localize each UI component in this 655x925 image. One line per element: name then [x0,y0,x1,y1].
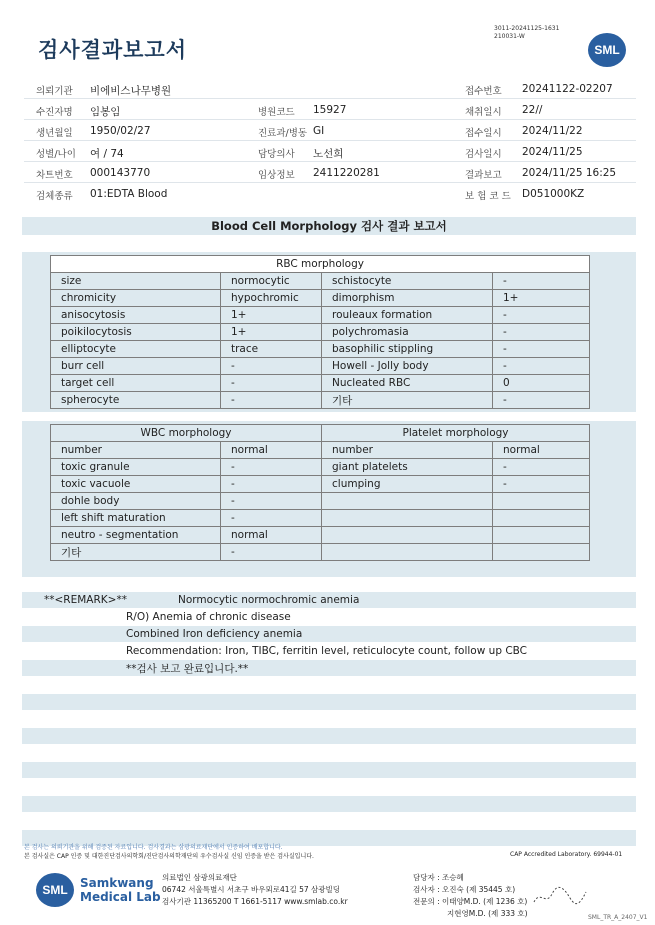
info-row: 의뢰기관 비에비스나무병원 접수번호 20241122-02207 [24,78,636,99]
platelet-header: Platelet morphology [322,425,590,442]
table-row: toxic granule - giant platelets - [51,459,590,476]
rbc-morphology-table [50,255,590,409]
stripe-band [22,762,636,778]
info-row: 검체종류 01:EDTA Blood 보 험 코 드 D051000KZ [36,188,585,202]
stripe-band [22,660,636,676]
form-code: SML_TR_A_2407_V1 [588,914,648,921]
stripe-band [22,694,636,710]
remark-line: Normocytic normochromic anemia [178,594,360,606]
report-title: 검사결과보고서 [38,38,188,62]
table-row: 기타 - [51,544,590,561]
signature-mark [530,880,590,910]
wbc-header: WBC morphology [51,425,322,442]
sml-logo: SML [36,873,74,907]
table-row: neutro - segmentation normal [51,527,590,544]
table-row: dohle body - [51,493,590,510]
table-row: target cell - Nucleated RBC 0 [51,375,590,392]
footer-notice: 본 검사실은 CAP 인증 및 대한진단검사의학회/진단검사의학재단의 우수검사실 신임 인증을 받은 검사실입니다. [24,853,314,860]
info-row: 생년월일 1950/02/27 진료과/병동 GI 접수일시 2024/11/22 [24,120,636,141]
table-row: burr cell - Howell - Jolly body - [51,358,590,375]
info-row: 차트번호 000143770 임상정보 2411220281 결과보고 2024/11/25 16:25 [24,162,636,183]
info-row: 성별/나이 여 / 74 담당의사 노선희 검사일시 2024/11/25 [24,141,636,162]
footer-notice: 본 검사는 의뢰기관을 위해 검증된 자료입니다. 검사결과는 삼광의료재단에서 인증하여 배포합니다. [24,844,283,851]
remark-line: Combined Iron deficiency anemia [126,628,303,640]
table-header-row [51,256,590,273]
table-row: anisocytosis 1+ rouleaux formation - [51,307,590,324]
remark-line: R/O) Anemia of chronic disease [126,611,291,623]
brand-name: Samkwang Medical Lab [80,876,161,904]
table-row: spherocyte - 기타 - [51,392,590,409]
report-code: 3011-20241125-1631 210031-W [494,25,560,40]
org-info: 의료법인 삼광의료재단 06742 서울특별시 서초구 바우뫼로41길 57 삼광빌딩 검사기관 11365200 T 1661-5117 www.smlab.co.kr [162,873,348,906]
table-header-row [51,425,590,442]
remark-label: **<REMARK>** [44,594,127,606]
info-row: 수진자명 임봉임 병원코드 15927 채취일시 22// [24,99,636,120]
stripe-band [22,728,636,744]
remark-line: **검사 보고 완료입니다.** [126,663,249,675]
sml-logo: SML [588,33,626,67]
table-row: size normocytic schistocyte - [51,273,590,290]
table-row: chromicity hypochromic dimorphism 1+ [51,290,590,307]
table-row: poikilocytosis 1+ polychromasia - [51,324,590,341]
stripe-band [22,796,636,812]
table-row: toxic vacuole - clumping - [51,476,590,493]
table-row: number normal number normal [51,442,590,459]
table-row: elliptocyte trace basophilic stippling - [51,341,590,358]
remark-line: Recommendation: Iron, TIBC, ferritin level, reticulocyte count, follow up CBC [126,645,527,657]
cap-accreditation: CAP Accredited Laboratory. 69944-01 [510,851,623,858]
wbc-platelet-table [50,424,590,561]
staff-info: 담당자 : 조승혜 검사자 : 오진숙 (제 35445 호) 전문의 : 이태양M.D. (제 1236 호) 지현영M.D. (제 333 호) [413,873,528,918]
table-row: left shift maturation - [51,510,590,527]
rbc-header: RBC morphology [51,256,590,273]
section-title: Blood Cell Morphology 검사 결과 보고서 [22,217,636,235]
stripe-band [22,626,636,642]
